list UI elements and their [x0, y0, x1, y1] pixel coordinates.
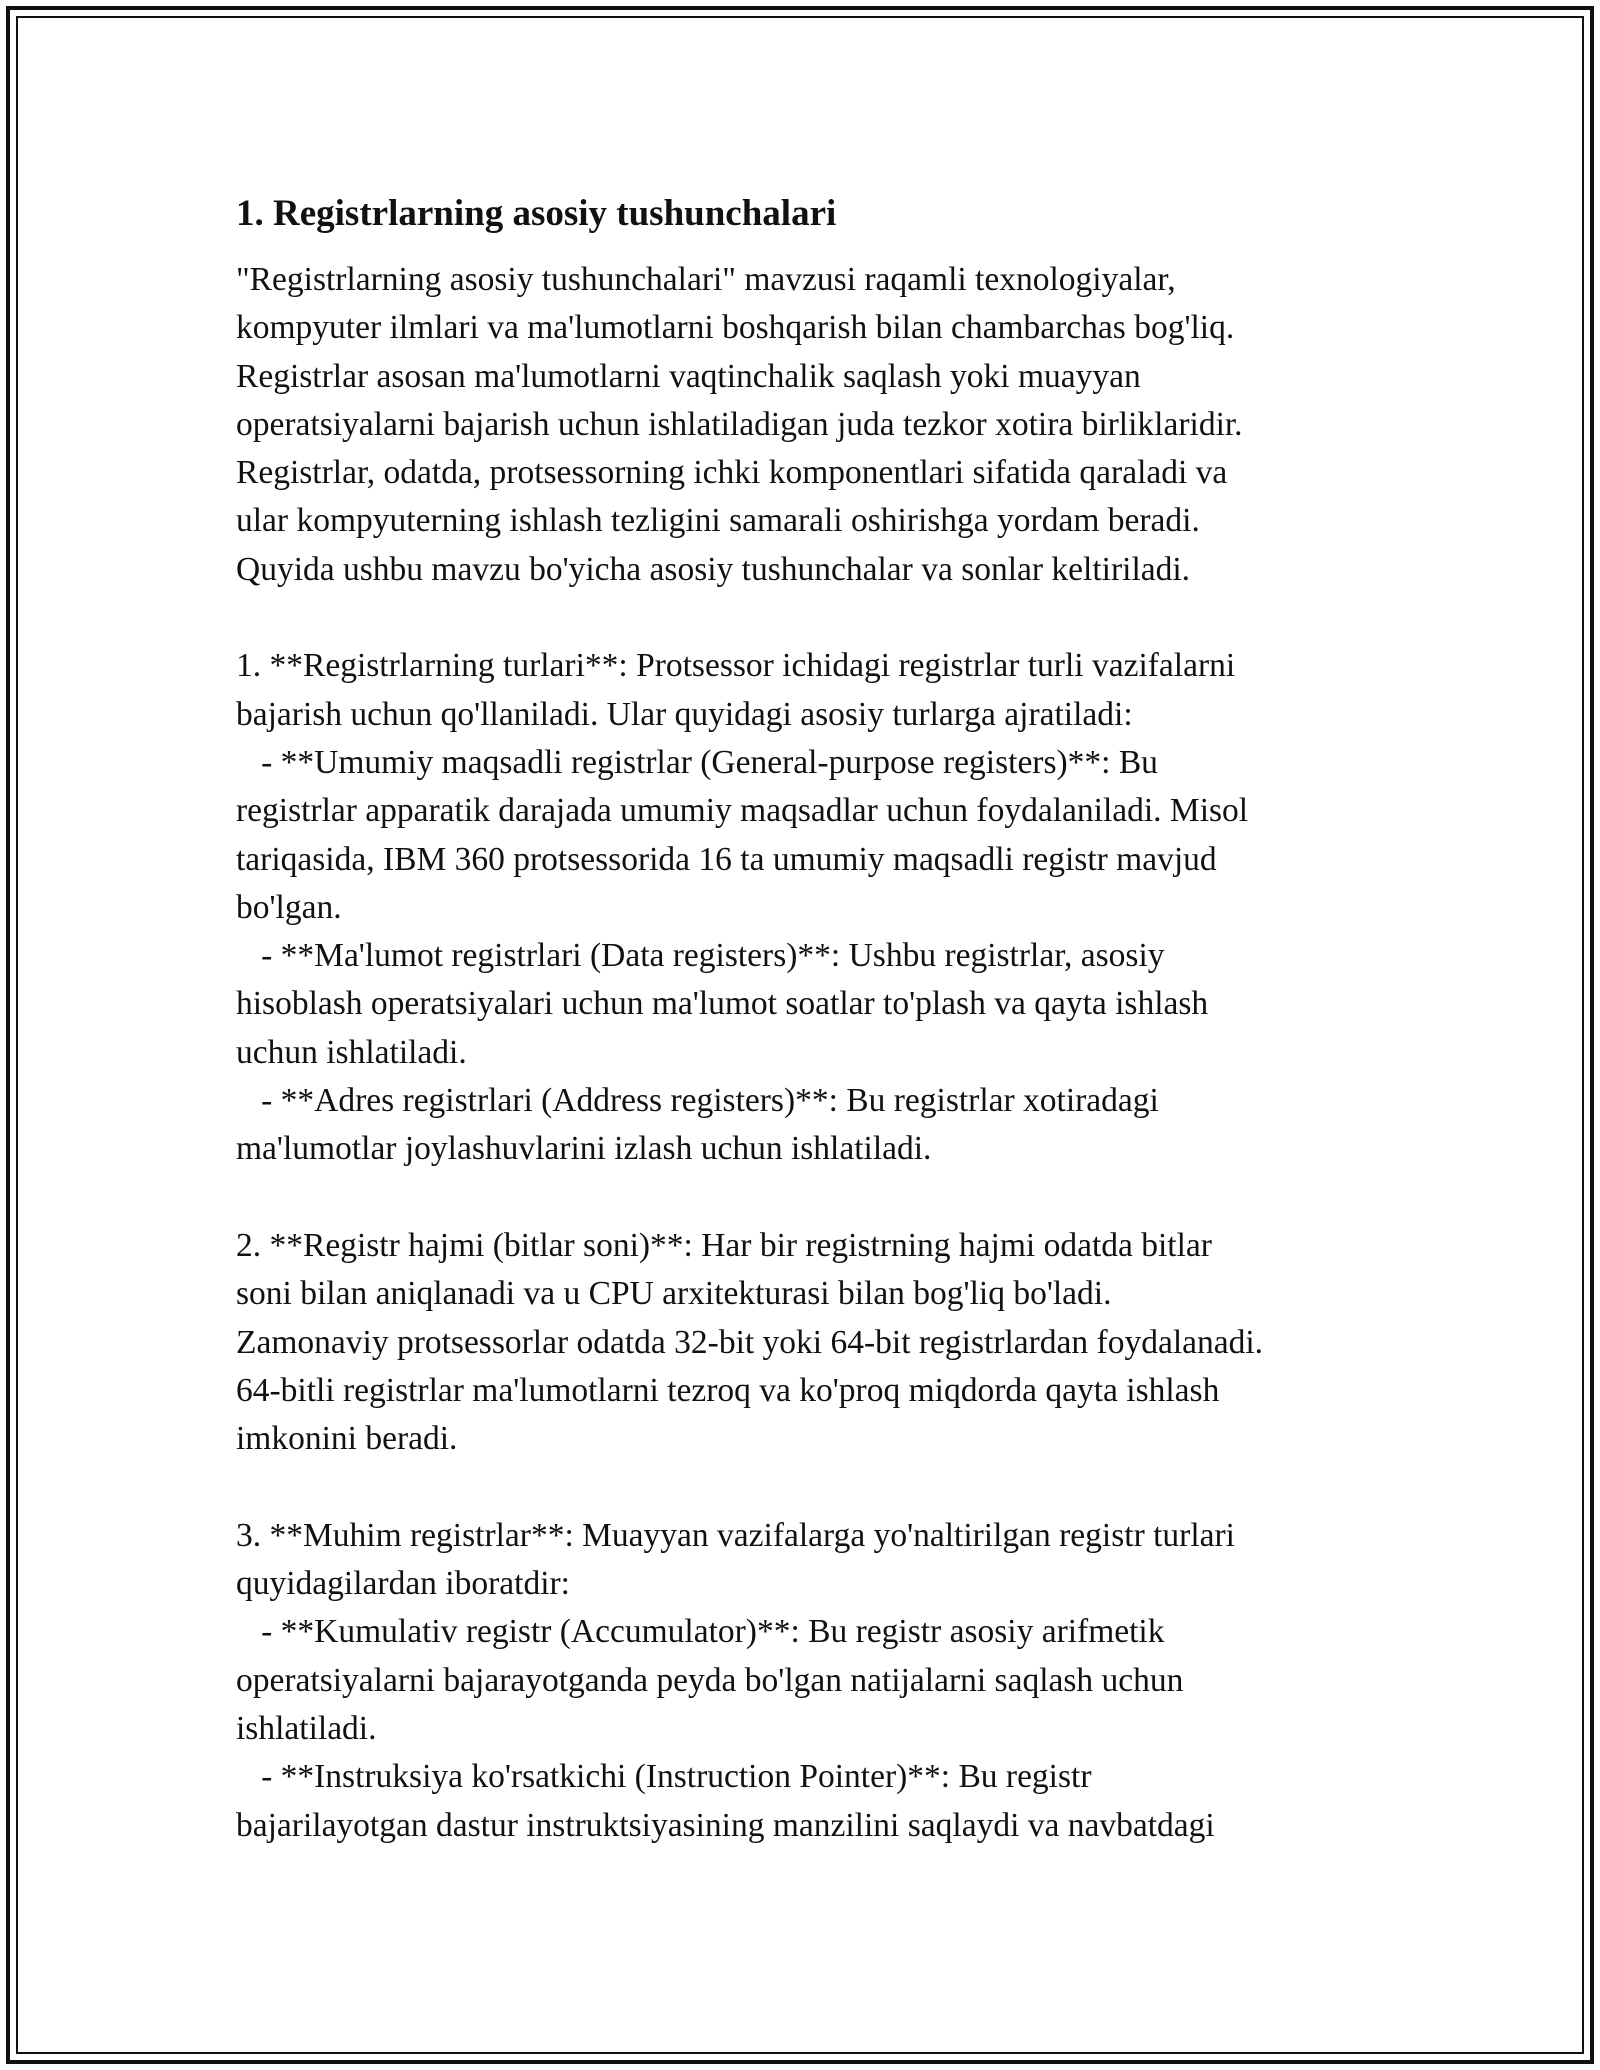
blank-line	[236, 594, 1376, 642]
text-line: registrlar apparatik darajada umumiy maqsadlar uchun foydalaniladi. Misol	[236, 792, 1249, 830]
document-page	[236, 188, 1376, 1850]
text-line: - **Kumulativ registr (Accumulator)**: Bu registr asosiy arifmetik	[236, 1613, 1165, 1651]
section-body	[236, 256, 1376, 1850]
text-line: imkonini beradi.	[236, 1420, 458, 1458]
text-line: bo'lgan.	[236, 888, 342, 926]
blank-line	[236, 1463, 1376, 1511]
section-title: 1. Registrlarning asosiy tushunchalari	[236, 193, 837, 234]
text-line: operatsiyalarni bajarayotganda peyda bo'lgan natijalarni saqlash uchun	[236, 1661, 1184, 1699]
text-line: Zamonaviy protsessorlar odatda 32-bit yoki 64-bit registrlardan foydalanadi.	[236, 1323, 1264, 1361]
text-line: Registrlar, odatda, protsessorning ichki komponentlari sifatida qaraladi va	[236, 454, 1228, 492]
text-line: ular kompyuterning ishlash tezligini samarali oshirishga yordam beradi.	[236, 502, 1200, 540]
text-line: - **Adres registrlari (Address registers)**: Bu registrlar xotiradagi	[236, 1082, 1159, 1120]
text-line: - **Ma'lumot registrlari (Data registers)**: Ushbu registrlar, asosiy	[236, 937, 1165, 975]
text-line: ma'lumotlar joylashuvlarini izlash uchun ishlatiladi.	[236, 1130, 932, 1168]
text-line: operatsiyalarni bajarish uchun ishlatiladigan juda tezkor xotira birliklaridir.	[236, 405, 1243, 443]
text-line: - **Instruksiya ko'rsatkichi (Instruction Pointer)**: Bu registr	[236, 1758, 1092, 1796]
text-line: bajarish uchun qo'llaniladi. Ular quyidagi asosiy turlarga ajratiladi:	[236, 695, 1133, 733]
text-line: 3. **Muhim registrlar**: Muayyan vazifalarga yo'naltirilgan registr turlari	[236, 1516, 1235, 1554]
text-line: "Registrlarning asosiy tushunchalari" mavzusi raqamli texnologiyalar,	[236, 261, 1176, 298]
text-line: Quyida ushbu mavzu bo'yicha asosiy tushunchalar va sonlar keltiriladi.	[236, 550, 1191, 588]
text-line: soni bilan aniqlanadi va u CPU arxitekturasi bilan bog'liq bo'ladi.	[236, 1275, 1112, 1313]
text-line: 2. **Registr hajmi (bitlar soni)**: Har bir registrning hajmi odatda bitlar	[236, 1226, 1212, 1264]
text-line: quyidagilardan iboratdir:	[236, 1565, 570, 1603]
text-line: tariqasida, IBM 360 protsessorida 16 ta umumiy maqsadli registr mavjud	[236, 840, 1217, 878]
blank-line	[236, 1174, 1376, 1222]
text-line: uchun ishlatiladi.	[236, 1033, 467, 1071]
text-line: bajarilayotgan dastur instruktsiyasining manzilini saqlaydi va navbatdagi	[236, 1806, 1215, 1844]
text-line: 64-bitli registrlar ma'lumotlarni tezroq va ko'proq miqdorda qayta ishlash	[236, 1371, 1220, 1409]
text-line: 1. **Registrlarning turlari**: Protsessor ichidagi registrlar turli vazifalarni	[236, 647, 1236, 685]
text-line: kompyuter ilmlari va ma'lumotlarni boshqarish bilan chambarchas bog'liq.	[236, 309, 1235, 347]
text-line: - **Umumiy maqsadli registrlar (General-purpose registers)**: Bu	[236, 743, 1158, 781]
text-line: Registrlar asosan ma'lumotlarni vaqtinchalik saqlash yoki muayyan	[236, 357, 1141, 395]
text-line: hisoblash operatsiyalari uchun ma'lumot soatlar to'plash va qayta ishlash	[236, 985, 1209, 1023]
text-line: ishlatiladi.	[236, 1709, 377, 1747]
